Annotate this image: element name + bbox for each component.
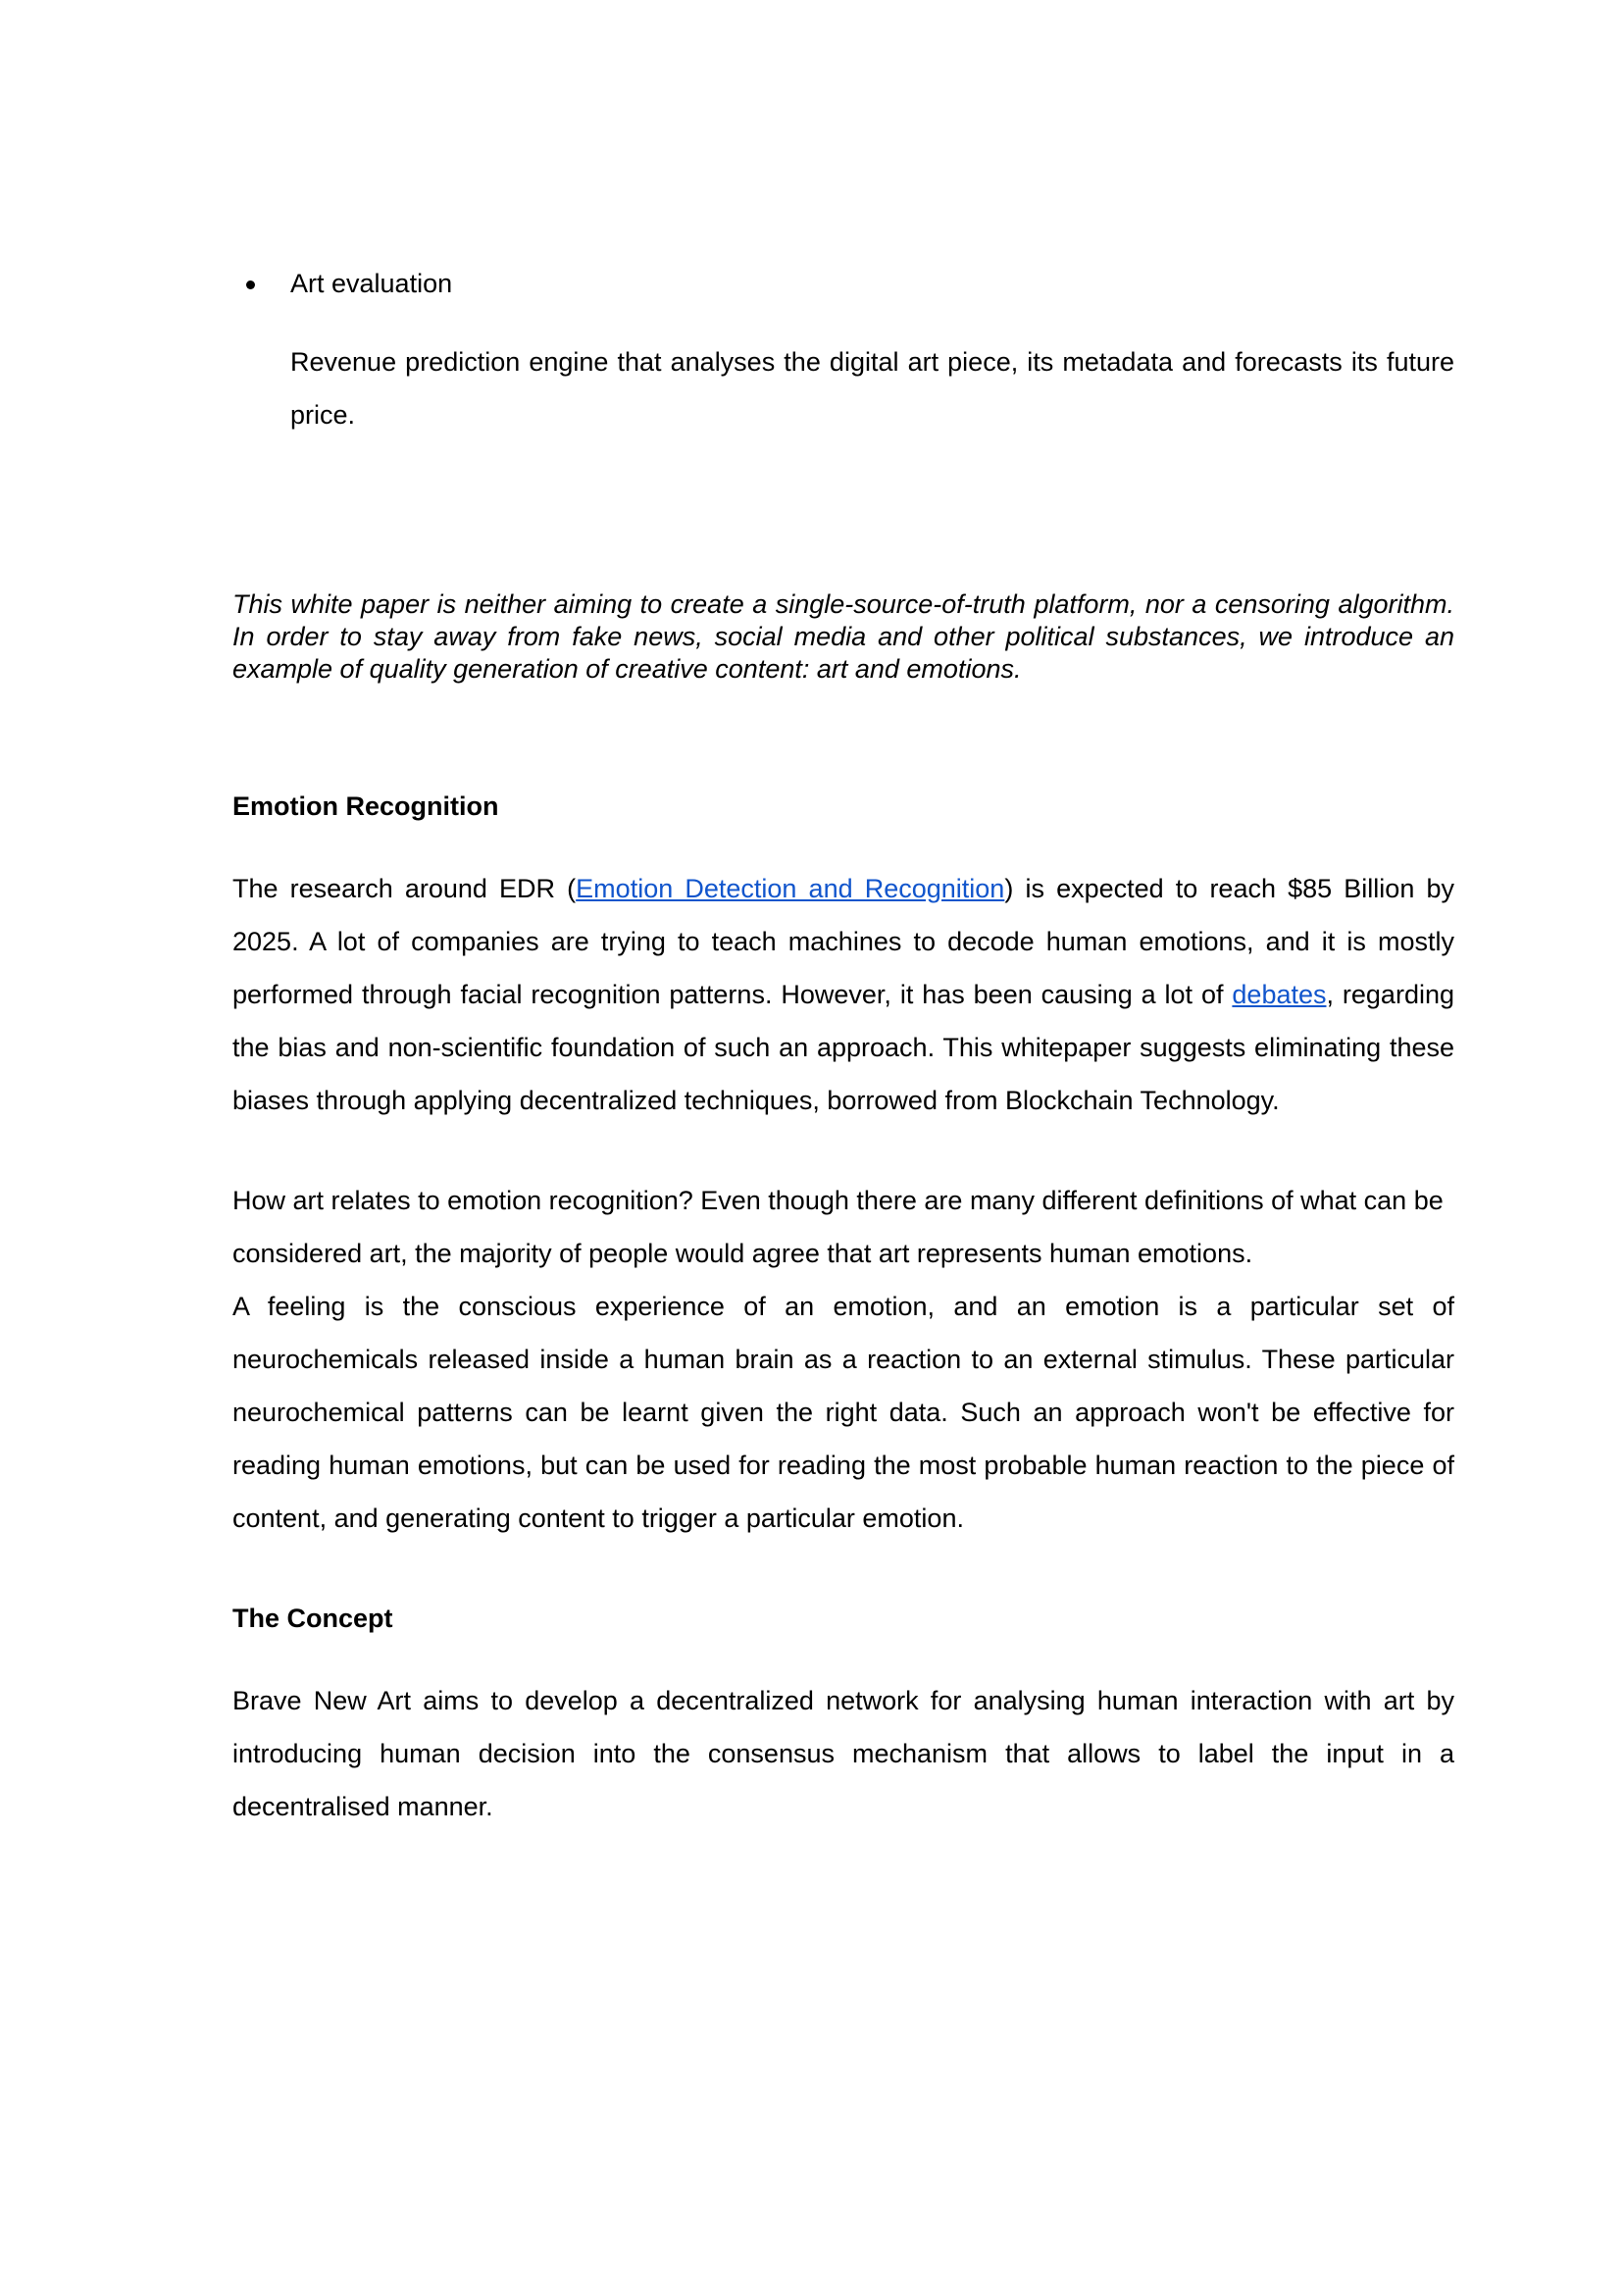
paragraph-text-segment: ) is expected to reach $85 Billion by 2025. A lot of companies are trying to teach machines to decode human emotions, and it is mostly performed through facial recognition patterns. However, it has been causing a lot of bbox=[232, 874, 1454, 1009]
bullet-description-paragraph: Revenue prediction engine that analyses the digital art piece, its metadata and forecasts its future price. bbox=[290, 347, 1454, 430]
emotion-recognition-paragraph-1 bbox=[232, 862, 1454, 1127]
emotion-recognition-paragraph-3: A feeling is the conscious experience of an emotion, and an emotion is a particular set of neurochemicals released inside a human brain as a reaction to an external stimulus. These particular neurochemical patterns can be learnt given the right data. Such an approach won't be effective for reading human emotions, but can be used for reading the most probable human reaction to the piece of content, and generating content to trigger a particular emotion. bbox=[232, 1292, 1454, 1533]
paragraph-text-segment: , regarding the bias and non-scientific foundation of such an approach. This whitepaper suggests eliminating these biases through applying decentralized techniques, borrowed from Blockchain Technology. bbox=[232, 980, 1454, 1115]
spacer bbox=[232, 310, 1454, 335]
spacer bbox=[232, 833, 1454, 862]
spacer bbox=[232, 1645, 1454, 1674]
document-content bbox=[232, 257, 1454, 1833]
concept-paragraph-1: Brave New Art aims to develop a decentralized network for analysing human interaction with art by introducing human decision into the consensus mechanism that allows to label the input in a decentralised manner. bbox=[232, 1686, 1454, 1821]
link-debates[interactable]: debates bbox=[1232, 980, 1327, 1009]
spacer bbox=[232, 441, 1454, 535]
spacer bbox=[232, 1127, 1454, 1174]
emotion-recognition-paragraph-2: How art relates to emotion recognition? Even though there are many different definitions of what can be considered art, the majority of people would agree that art represents human emotions. bbox=[232, 1186, 1444, 1268]
spacer bbox=[232, 686, 1454, 780]
spacer bbox=[232, 535, 1454, 588]
list-item: Art evaluation bbox=[232, 257, 1454, 310]
feature-bullet-list bbox=[232, 257, 1454, 310]
spacer bbox=[232, 1545, 1454, 1592]
intro-italic-paragraph: This white paper is neither aiming to create a single-source-of-truth platform, nor a censoring algorithm. In order to stay away from fake news, social media and other political substances, we introduce an example of quality generation of creative content: art and emotions. bbox=[232, 589, 1454, 684]
link-emotion-detection-and-recognition[interactable]: Emotion Detection and Recognition bbox=[576, 874, 1005, 903]
paragraph-text-segment: The research around EDR ( bbox=[232, 874, 577, 903]
heading-the-concept: The Concept bbox=[232, 1604, 393, 1633]
heading-emotion-recognition: Emotion Recognition bbox=[232, 791, 499, 821]
